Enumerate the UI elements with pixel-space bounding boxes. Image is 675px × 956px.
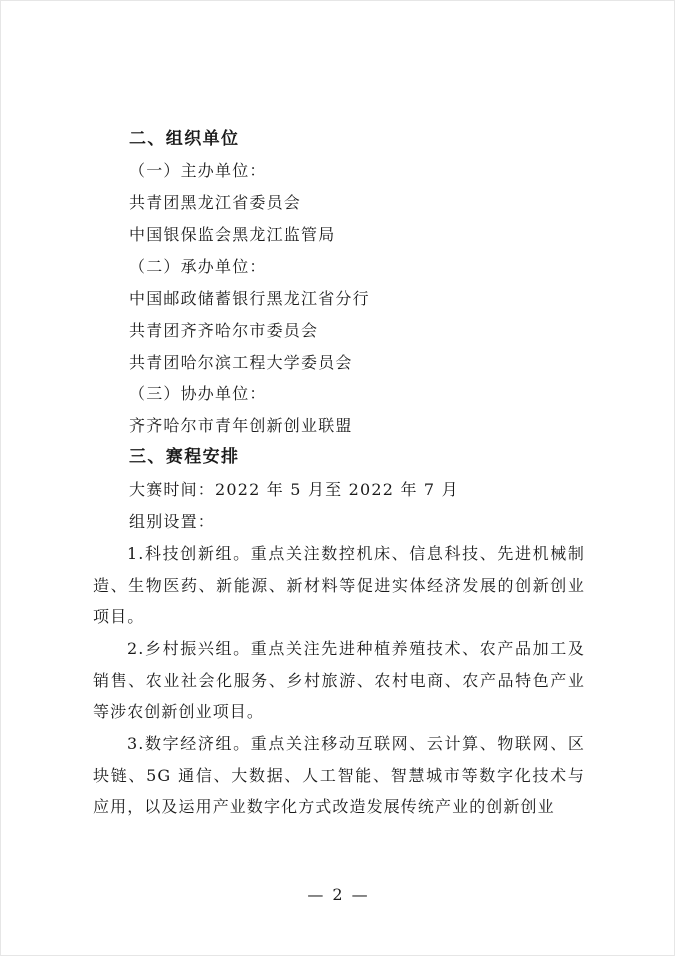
- subheading-organizer: （二）承办单位：: [129, 257, 267, 276]
- group-paragraph-tech-innovation: 1.科技创新组。重点关注数控机床、信息科技、先进机械制造、生物医药、新能源、新材料等促进实体经济发展的创新创业项目。: [93, 544, 585, 626]
- subheading-co-organizer: （三）协办单位：: [129, 384, 267, 403]
- subheading-host: （一）主办单位：: [129, 161, 267, 180]
- host-unit-1: 共青团黑龙江省委员会: [129, 193, 302, 212]
- section-heading-schedule: 三、赛程安排: [129, 447, 240, 467]
- group-paragraph-rural-revitalization: 2.乡村振兴组。重点关注先进种植养殖技术、农产品加工及销售、农业社会化服务、乡村旅游、农村电商、农产品特色产业等涉农创新创业项目。: [93, 639, 585, 721]
- co-organizer-unit-1: 齐齐哈尔市青年创新创业联盟: [129, 416, 353, 435]
- section-heading-organizers: 二、组织单位: [129, 129, 240, 149]
- organizer-unit-2: 共青团齐齐哈尔市委员会: [129, 321, 319, 340]
- group-setting-label: 组别设置：: [129, 512, 216, 531]
- page-number: — 2 —: [307, 885, 370, 904]
- host-unit-2: 中国银保监会黑龙江监管局: [129, 225, 336, 244]
- schedule-time: 大赛时间：2022 年 5 月至 2022 年 7 月: [129, 480, 459, 499]
- organizer-unit-1: 中国邮政储蓄银行黑龙江省分行: [129, 289, 370, 308]
- organizer-unit-3: 共青团哈尔滨工程大学委员会: [129, 353, 353, 372]
- group-paragraph-digital-economy: 3.数字经济组。重点关注移动互联网、云计算、物联网、区块链、5G 通信、大数据、人工智能、智慧城市等数字化技术与应用，以及运用产业数字化方式改造发展传统产业的创新创业: [93, 734, 585, 816]
